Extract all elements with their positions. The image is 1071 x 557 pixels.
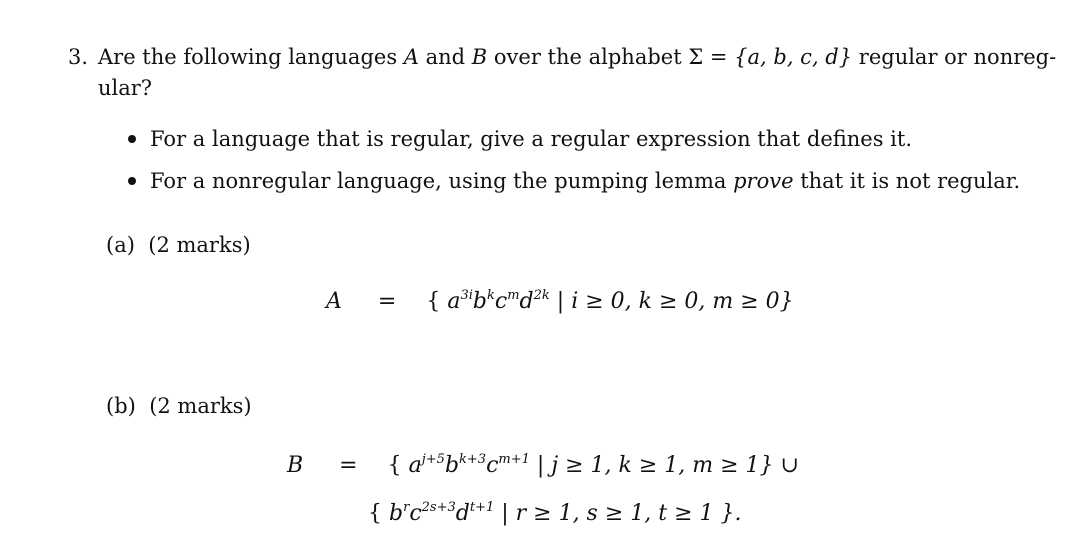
set-condition: j ≥ 1, k ≥ 1, m ≥ 1} ∪ (551, 453, 799, 478)
set-bar: | (529, 453, 552, 478)
question-text-1: Are the following languages (98, 45, 404, 69)
equation-equals: = (339, 453, 358, 478)
language-b-symbol: B (471, 45, 488, 69)
question-text-2: over the alphabet (487, 45, 689, 69)
exponent-a: j+5 (421, 452, 445, 467)
exponent-c: m (507, 288, 520, 303)
equation-lhs: A (326, 289, 342, 314)
set-open: { (368, 501, 389, 526)
part-a-marks: (2 marks) (148, 233, 251, 257)
set-bar: | (549, 289, 572, 314)
part-b-label (106, 393, 252, 419)
var-b: b (472, 289, 487, 314)
question-number: 3. (68, 45, 89, 69)
bullet-item-nonregular (128, 168, 1020, 194)
var-b: b (444, 453, 460, 478)
var-a: a (408, 453, 422, 478)
bullet-icon (128, 135, 136, 143)
exponent-b: k (486, 288, 495, 303)
exponent-c: m+1 (498, 452, 530, 467)
language-a-symbol: A (403, 45, 419, 69)
bullet-emphasis: prove (733, 169, 794, 193)
exponent-b: r (403, 500, 410, 515)
alphabet-set: {a, b, c, d} (734, 45, 853, 69)
set-condition: i ≥ 0, k ≥ 0, m ≥ 0} (571, 289, 794, 314)
var-c: c (409, 501, 422, 526)
part-a-letter: (a) (106, 233, 135, 257)
set-open: { (387, 453, 409, 478)
exponent-a: 3i (460, 288, 473, 303)
exponent-d: t+1 (469, 500, 495, 515)
part-b-equation-line-2 (368, 500, 742, 528)
equation-lhs: B (287, 453, 304, 478)
bullet-text-after: that it is not regular. (793, 169, 1021, 193)
part-a-label (106, 232, 251, 258)
var-b: b (389, 501, 404, 526)
equals-sign: = (703, 45, 735, 69)
set-condition: r ≥ 1, s ≥ 1, t ≥ 1 }. (515, 501, 742, 526)
set-bar: | (494, 501, 516, 526)
part-b-letter: (b) (106, 394, 136, 418)
exponent-b: k+3 (459, 452, 487, 467)
bullet-text: For a language that is regular, give a regular expression that defines it. (150, 127, 912, 151)
question-line-2 (98, 75, 152, 101)
sigma-symbol: Σ (688, 45, 704, 69)
bullet-icon (128, 177, 136, 185)
question-text-4: ular? (98, 76, 153, 100)
equation-equals: = (377, 289, 397, 314)
set-open: { (426, 289, 448, 314)
bullet-item-regular (128, 126, 912, 152)
question-text-3: regular or nonreg- (852, 45, 1057, 69)
part-b-marks: (2 marks) (149, 394, 252, 418)
question-line-1 (68, 44, 1056, 70)
var-d: d (455, 501, 470, 526)
part-b-equation-line-1 (287, 452, 799, 480)
question-and: and (418, 45, 472, 69)
var-a: a (447, 289, 461, 314)
var-c: c (494, 289, 508, 314)
var-d: d (519, 289, 534, 314)
part-a-equation (326, 288, 794, 316)
bullet-text-before: For a nonregular language, using the pumping lemma (150, 169, 734, 193)
exponent-d: 2k (533, 288, 550, 303)
var-c: c (486, 453, 499, 478)
exponent-c: 2s+3 (421, 500, 456, 515)
